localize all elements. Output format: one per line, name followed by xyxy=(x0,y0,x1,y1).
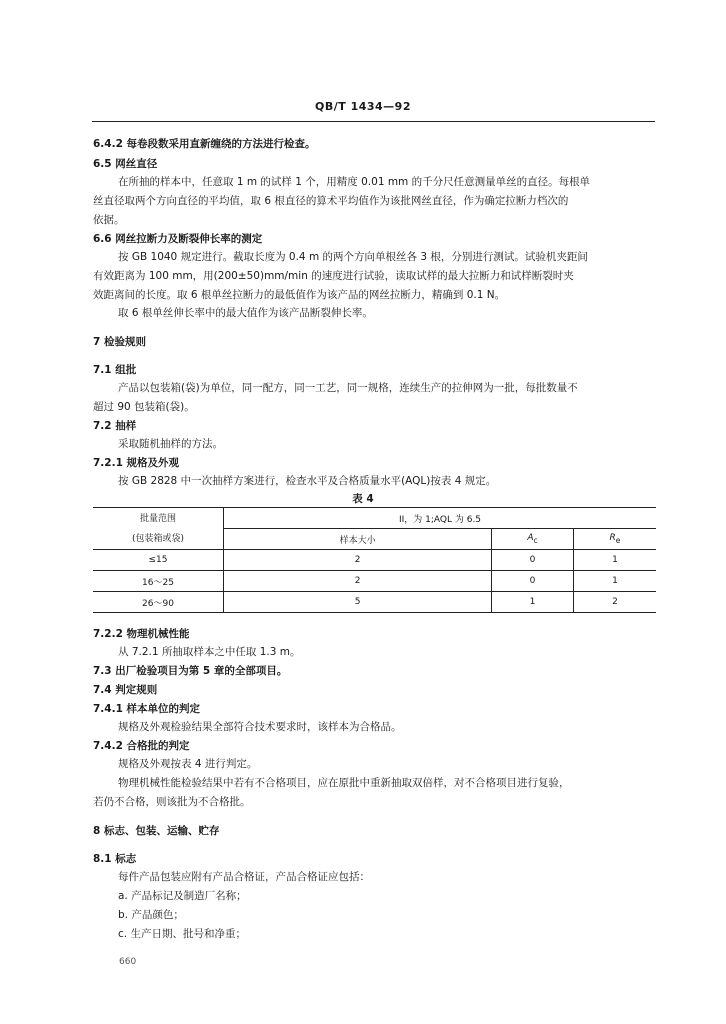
paragraph-line: 产品以包装箱(袋)为单位，同一配方，同一工艺，同一规格，连续生产的拉伸网为一批，每批数量不 xyxy=(118,382,578,394)
paragraph-line: 效距离间的长度。取 6 根单丝拉断力的最低值作为该产品的网丝拉断力，精确到 0.1 N。 xyxy=(93,289,506,301)
group-header: II，为 1;AQL 为 6.5 xyxy=(224,508,657,529)
paragraph-line: 依据。 xyxy=(93,214,125,226)
heading-7-2-2: 7.2.2 物理机械性能 xyxy=(93,628,190,640)
paragraph-line: 按 GB 1040 规定进行。截取长度为 0.4 m 的两个方向单根丝各 3 根，分别进行测试。试验机夹距间 xyxy=(118,251,588,263)
list-item: c. 生产日期、批号和净重； xyxy=(118,928,246,940)
paragraph-line: 丝直径取两个方向直径的平均值，取 6 根直径的算术平均值作为该批网丝直径，作为确定拉断力档次的 xyxy=(93,195,569,207)
col-re-header xyxy=(573,529,656,550)
paragraph-line: 有效距离为 100 mm，用(200±50)mm/min 的速度进行试验，读取试样的最大拉断力和试样断裂时夹 xyxy=(93,270,574,282)
paragraph-line: 采取随机抽样的方法。 xyxy=(118,438,223,450)
heading-7-4: 7.4 判定规则 xyxy=(93,684,158,696)
paragraph-line: 若仍不合格，则该批为不合格批。 xyxy=(93,796,251,808)
header-text: A xyxy=(527,533,534,544)
table-row xyxy=(93,571,656,592)
heading-8-1: 8.1 标志 xyxy=(93,853,137,865)
cell-sample: 5 xyxy=(224,592,492,613)
paragraph-line: 从 7.2.1 所抽取样本之中任取 1.3 m。 xyxy=(118,646,301,658)
cell-re: 2 xyxy=(573,592,656,613)
table-4 xyxy=(93,507,656,613)
heading-6-5: 6.5 网丝直径 xyxy=(93,158,158,170)
cell-range: ≤15 xyxy=(93,550,224,571)
cell-sample: 2 xyxy=(224,571,492,592)
heading-7-2-1: 7.2.1 规格及外观 xyxy=(93,457,180,469)
heading-7-2: 7.2 抽样 xyxy=(93,420,137,432)
cell-ac: 0 xyxy=(492,571,574,592)
col-sample-size-header: 样本大小 xyxy=(224,529,492,550)
clause-6-4-2: 6.4.2 每卷段数采用直新缠绕的方法进行检查。 xyxy=(93,138,316,150)
page-header: QB/T 1434—92 xyxy=(314,100,411,113)
paragraph-line: 物理机械性能检验结果中若有不合格项目，应在原批中重新抽取双倍样，对不合格项目进行复验， xyxy=(118,777,570,789)
heading-7-1: 7.1 组批 xyxy=(93,364,137,376)
col-ac-header xyxy=(492,529,574,550)
header-text: c xyxy=(533,535,538,545)
list-item: a. 产品标记及制造厂名称； xyxy=(118,890,247,902)
header-text: (包装箱或袋) xyxy=(131,533,185,544)
header-text: R xyxy=(609,533,616,544)
paragraph-line: 按 GB 2828 中一次抽样方案进行，检查水平及合格质量水平(AQL)按表 4 规定。 xyxy=(118,475,497,487)
cell-ac: 0 xyxy=(492,550,574,571)
paragraph-line: 规格及外观按表 4 进行判定。 xyxy=(118,758,258,770)
heading-7-4-1: 7.4.1 样本单位的判定 xyxy=(93,703,201,715)
table-row xyxy=(93,550,656,571)
paragraph-line: 取 6 根单丝伸长率中的最大值作为该产品断裂伸长率。 xyxy=(118,307,373,319)
paragraph-line: 在所抽的样本中，任意取 1 m 的试样 1 个，用精度 0.01 mm 的千分尺任意测量单丝的直径。每根单 xyxy=(118,176,591,188)
clause-7-3: 7.3 出厂检验项目为第 5 章的全部项目。 xyxy=(93,665,288,677)
list-item: b. 产品颜色； xyxy=(118,909,184,921)
heading-8: 8 标志、包装、运输、贮存 xyxy=(93,825,220,837)
cell-re: 1 xyxy=(573,571,656,592)
cell-range: 16～25 xyxy=(93,571,224,592)
page-number: 660 xyxy=(119,957,137,967)
paragraph-line: 超过 90 包装箱(袋)。 xyxy=(93,401,195,413)
cell-ac: 1 xyxy=(492,592,574,613)
table-caption: 表 4 xyxy=(352,493,374,505)
table-row xyxy=(93,592,656,613)
header-text: 批量范围 xyxy=(139,513,176,524)
cell-re: 1 xyxy=(573,550,656,571)
heading-7: 7 检验规则 xyxy=(93,336,146,348)
paragraph-line: 规格及外观检验结果全部符合技术要求时，该样本为合格品。 xyxy=(118,721,402,733)
header-rule xyxy=(92,121,655,122)
cell-range: 26～90 xyxy=(93,592,224,613)
paragraph-line: 每件产品包装应附有产品合格证，产品合格证应包括： xyxy=(118,871,370,883)
col-batch-range-header xyxy=(93,508,224,550)
heading-7-4-2: 7.4.2 合格批的判定 xyxy=(93,740,190,752)
heading-6-6: 6.6 网丝拉断力及断裂伸长率的测定 xyxy=(93,233,263,245)
cell-sample: 2 xyxy=(224,550,492,571)
header-text: e xyxy=(615,535,621,545)
